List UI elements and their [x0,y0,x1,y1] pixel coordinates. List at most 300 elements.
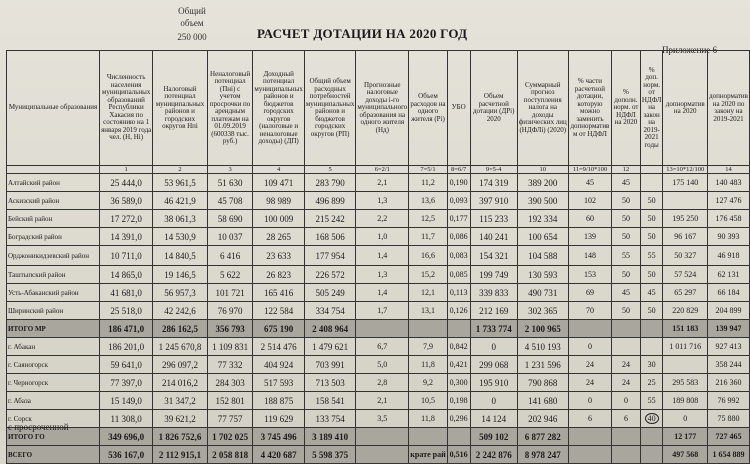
table-cell: 1,4 [356,246,409,266]
table-cell: 349 696,0 [100,428,153,446]
table-cell: 10 711,0 [100,246,153,266]
table-cell: 356 793 [207,320,253,338]
table-cell: 927 413 [708,338,750,356]
table-cell: 0,113 [447,284,470,302]
table-cell: 50 [612,210,641,228]
table-cell: 1 733 774 [470,320,517,338]
table-cell: 14 391,0 [100,228,153,246]
table-cell: 2 514 476 [253,338,304,356]
column-number: 6=2/1 [356,166,409,174]
table-cell: 226 572 [304,266,355,284]
table-cell: 50 [640,192,663,210]
table-cell: 46 421,9 [153,192,208,210]
table-cell: 212 169 [470,302,517,320]
table-cell: 50 [612,228,641,246]
table-cell: 165 416 [253,284,304,302]
table-cell: 189 808 [663,392,708,410]
table-cell: 199 749 [470,266,517,284]
table-cell: 2,1 [356,392,409,410]
table-cell [568,428,611,446]
table-cell: 713 503 [304,374,355,392]
table-row [7,192,750,210]
table-cell: 176 458 [708,210,750,228]
table-cell: 55 [640,392,663,410]
table-cell: 158 541 [304,392,355,410]
table-cell: 2 242 876 [470,446,517,464]
table-cell: 152 801 [207,392,253,410]
table-cell: 50 [612,302,641,320]
table-cell: 0,516 [447,446,470,464]
municipality-name: ИТОГО ГО [7,428,100,446]
municipality-name: Таштыпский район [7,266,100,284]
municipality-name: г. Черногорск [7,374,100,392]
table-cell [640,320,663,338]
table-cell: 0,300 [447,374,470,392]
table-cell: 46 918 [708,246,750,266]
table-cell: 1 654 889 [708,446,750,464]
table-cell: 75 880 [708,410,750,428]
column-number [640,166,663,174]
municipality-name: г. Абакан [7,338,100,356]
column-number: 14 [708,166,750,174]
table-cell [568,320,611,338]
table-cell: 4 420 687 [253,446,304,464]
table-cell: 12,1 [409,284,447,302]
column-header: Налоговый потенциал муниципальных районов и городских округов Нпі [153,51,208,166]
table-cell: 60 [568,210,611,228]
table-cell: 24 [612,374,641,392]
table-cell: 13,1 [409,302,447,320]
table-cell: 23 633 [253,246,304,266]
table-cell [409,320,447,338]
table-cell: 0,083 [447,246,470,266]
table-cell: 0 [568,338,611,356]
table-cell: 3,5 [356,410,409,428]
table-cell: 334 754 [304,302,355,320]
table-cell: 55 [612,246,641,266]
table-cell: 115 233 [470,210,517,228]
table-cell [640,446,663,464]
table-cell: 56 957,3 [153,284,208,302]
circled-value: 40 [645,413,659,424]
table-row [7,174,750,192]
municipality-name: Бейский район [7,210,100,228]
table-cell: 15 149,0 [100,392,153,410]
table-cell: 104 588 [517,246,568,266]
table-cell: 11,8 [409,356,447,374]
table-cell: 109 471 [253,174,304,192]
table-cell [356,446,409,464]
total-row [7,320,750,338]
table-cell: 28 265 [253,228,304,246]
total-row [7,446,750,464]
table-cell: 42 242,6 [153,302,208,320]
column-number: 4 [253,166,304,174]
table-row [7,284,750,302]
table-cell: 302 365 [517,302,568,320]
table-cell: 1 109 831 [207,338,253,356]
table-cell: 77 397,0 [100,374,153,392]
column-header: Неналоговый потенциал (Пні) с учетом просрочки по арендным платежам на 01.09.2019 (600338 тыс. руб.) [207,51,253,166]
table-cell: 188 875 [253,392,304,410]
table-cell: 174 319 [470,174,517,192]
table-cell: 58 690 [207,210,253,228]
table-row [7,392,750,410]
table-cell: 339 833 [470,284,517,302]
table-cell: 1,0 [356,228,409,246]
table-cell: 39 621,2 [153,410,208,428]
table-cell: 10 037 [207,228,253,246]
table-cell: 0,190 [447,174,470,192]
table-cell: 790 868 [517,374,568,392]
table-cell: 3 745 496 [253,428,304,446]
table-cell: 2,1 [356,174,409,192]
table-cell: 216 360 [708,374,750,392]
table-cell [447,320,470,338]
subsidy-table [6,50,750,464]
table-cell: 0,296 [447,410,470,428]
table-cell: 0,086 [447,228,470,246]
table-cell: 0,126 [447,302,470,320]
table-cell: 148 [568,246,611,266]
column-number: 7=5/1 [409,166,447,174]
column-number [7,166,100,174]
table-cell: 0,198 [447,392,470,410]
table-cell: 389 200 [517,174,568,192]
table-row [7,302,750,320]
table-cell: 140 483 [708,174,750,192]
table-cell: 76 970 [207,302,253,320]
table-cell: 1,4 [356,284,409,302]
table-cell: 11,7 [409,228,447,246]
table-cell: 10,5 [409,392,447,410]
column-header: допнорматив на 2020 [663,51,708,166]
column-header: УБО [447,51,470,166]
municipality-name: г. Саяногорск [7,356,100,374]
column-number: 1 [100,166,153,174]
table-cell [663,356,708,374]
table-cell: 50 [640,302,663,320]
municipality-name: Орджоникидзевский район [7,246,100,266]
total-volume-value: 250 000 [177,32,207,42]
table-cell: 2 112 915,1 [153,446,208,464]
table-cell: 496 899 [304,192,355,210]
table-cell: 1 479 621 [304,338,355,356]
table-cell: 509 102 [470,428,517,446]
column-number: 12 [612,166,641,174]
table-cell: 195 250 [663,210,708,228]
table-cell: 153 [568,266,611,284]
municipality-name: Усть-Абаканский район [7,284,100,302]
table-cell: 7,9 [409,338,447,356]
table-row [7,228,750,246]
table-cell: 2 100 965 [517,320,568,338]
table-cell: 0,842 [447,338,470,356]
table-cell: 358 244 [708,356,750,374]
table-cell: 192 334 [517,210,568,228]
table-cell: 1 011 716 [663,338,708,356]
table-cell: 25 [640,374,663,392]
table-cell: 390 500 [517,192,568,210]
column-header: допнорматив на 2020 по закону на 2019-2021 [708,51,750,166]
table-cell: 8 978 247 [517,446,568,464]
table-cell: 5 622 [207,266,253,284]
table-cell: 119 629 [253,410,304,428]
table-cell: 215 242 [304,210,355,228]
table-cell: 204 899 [708,302,750,320]
table-cell: 11,8 [409,410,447,428]
top-label-1: Общий [178,6,206,16]
table-cell: 1 245 670,8 [153,338,208,356]
table-cell: 0 [470,392,517,410]
column-header: % дополн. норм. от НДФЛ на 2020 [612,51,641,166]
table-cell: 14 840,5 [153,246,208,266]
table-cell [640,410,663,428]
table-cell: 11 308,0 [100,410,153,428]
table-cell: 214 016,2 [153,374,208,392]
table-cell: 283 790 [304,174,355,192]
table-cell: 100 009 [253,210,304,228]
top-label-2: объем [180,18,204,28]
table-cell: 50 [640,266,663,284]
table-cell: 90 393 [708,228,750,246]
table-cell: 70 [568,302,611,320]
table-cell: 0,093 [447,192,470,210]
table-cell: 41 681,0 [100,284,153,302]
table-cell: 24 [612,356,641,374]
table-cell: 177 954 [304,246,355,266]
table-cell: 76 992 [708,392,750,410]
footer-note: с просроченной [8,422,69,432]
table-cell: 295 583 [663,374,708,392]
table-cell [640,174,663,192]
table-cell: 57 524 [663,266,708,284]
header-row [7,51,750,166]
column-header: Муниципальные образования [7,51,100,166]
table-cell: 45 [612,174,641,192]
table-cell: 6 [612,410,641,428]
table-cell: 65 297 [663,284,708,302]
table-cell [612,428,641,446]
column-header: Общий объем расходных потребностей муниципальных районов и бюджетов городских округов (РП) [304,51,355,166]
table-cell: 12 177 [663,428,708,446]
table-cell [663,192,708,210]
column-number: 10 [517,166,568,174]
table-cell: 0,177 [447,210,470,228]
table-cell: 122 584 [253,302,304,320]
table-body [7,174,750,464]
table-cell: 127 476 [708,192,750,210]
table-cell: 69 [568,284,611,302]
table-cell: 12,5 [409,210,447,228]
table-cell: 675 190 [253,320,304,338]
table-cell: 6 877 282 [517,428,568,446]
table-cell [612,338,641,356]
table-cell [356,320,409,338]
table-cell: 0 [568,392,611,410]
table-cell: 397 910 [470,192,517,210]
table-cell: 3 189 410 [304,428,355,446]
column-header: Объем расходов на одного жителя (Рі) [409,51,447,166]
table-cell: 59 641,0 [100,356,153,374]
table-cell: 26 823 [253,266,304,284]
table-cell: 175 140 [663,174,708,192]
table-cell: 50 327 [663,246,708,266]
table-row [7,410,750,428]
table-cell [568,446,611,464]
table-cell [640,428,663,446]
table-cell: 102 [568,192,611,210]
table-cell: 17 272,0 [100,210,153,228]
table-cell: 45 [612,284,641,302]
table-cell: 50 [612,192,641,210]
table-cell: 0 [470,338,517,356]
total-row [7,428,750,446]
table-row [7,338,750,356]
table-cell: 53 961,5 [153,174,208,192]
table-cell: 133 754 [304,410,355,428]
table-cell: 6 [568,410,611,428]
column-header: Прогнозные налоговые доходы і-го муниципального образования на одного жителя (Нд) [356,51,409,166]
table-cell: 55 [640,246,663,266]
table-cell: 1,3 [356,192,409,210]
municipality-name: г. Сорск [7,410,100,428]
table-cell: 505 249 [304,284,355,302]
table-cell: 130 593 [517,266,568,284]
municipality-name: Боградский район [7,228,100,246]
table-cell [356,428,409,446]
table-cell: 497 568 [663,446,708,464]
table-cell: 139 947 [708,320,750,338]
table-cell: 296 097,2 [153,356,208,374]
table-cell: 31 347,2 [153,392,208,410]
table-cell: 50 [640,228,663,246]
table-cell: крате рай [409,446,447,464]
table-cell: 14 865,0 [100,266,153,284]
table-cell: 6 416 [207,246,253,266]
table-cell: 0 [612,392,641,410]
table-cell: 168 506 [304,228,355,246]
column-number: 3 [207,166,253,174]
table-cell: 299 068 [470,356,517,374]
table-cell: 6,7 [356,338,409,356]
page-title: РАСЧЕТ ДОТАЦИИ НА 2020 ГОД [257,26,468,41]
table-row [7,356,750,374]
table-cell: 25 518,0 [100,302,153,320]
column-number: 11=9/10*100 [568,166,611,174]
table-cell: 0 [663,410,708,428]
table-cell: 25 444,0 [100,174,153,192]
column-number: 5 [304,166,355,174]
table-cell: 77 757 [207,410,253,428]
table-cell: 14 124 [470,410,517,428]
table-cell: 0,085 [447,266,470,284]
table-cell: 14 530,9 [153,228,208,246]
table-cell [640,338,663,356]
table-cell: 186 201,0 [100,338,153,356]
table-cell: 1 826 752,6 [153,428,208,446]
table-cell: 151 183 [663,320,708,338]
table-cell: 101 721 [207,284,253,302]
table-cell: 45 [640,284,663,302]
table-cell: 77 332 [207,356,253,374]
table-cell: 1,7 [356,302,409,320]
table-cell: 5,0 [356,356,409,374]
table-cell: 140 241 [470,228,517,246]
table-cell: 2,2 [356,210,409,228]
table-cell: 45 [568,174,611,192]
table-row [7,374,750,392]
column-header: Численность населения муниципальных образований Республики Хакасия по состоянию на 1 января 2019 года чел. (Н, Ні) [100,51,153,166]
table-cell: 38 061,3 [153,210,208,228]
table-cell [612,320,641,338]
table-cell: 11,2 [409,174,447,192]
column-header: Объем расчетной дотации (ДРі) 2020 [470,51,517,166]
table-cell: 202 946 [517,410,568,428]
table-cell [612,446,641,464]
table-cell: 36 589,0 [100,192,153,210]
table-cell: 5 598 375 [304,446,355,464]
table-cell: 66 184 [708,284,750,302]
table-cell: 536 167,0 [100,446,153,464]
municipality-name: г. Абаза [7,392,100,410]
table-cell: 16,6 [409,246,447,266]
column-number: 8=6/7 [447,166,470,174]
table-cell: 30 [640,356,663,374]
table-cell: 62 131 [708,266,750,284]
municipality-name: Алтайский район [7,174,100,192]
table-cell: 404 924 [253,356,304,374]
column-header: % доп. норм. от НДФЛ на закон на 2019-2021 годы [640,51,663,166]
table-cell: 517 593 [253,374,304,392]
municipality-name: ИТОГО МР [7,320,100,338]
table-cell: 15,2 [409,266,447,284]
table-cell: 51 630 [207,174,253,192]
column-header: Суммарный прогноз поступления налога на доходы физических лиц (НДФЛі) (2020) [517,51,568,166]
table-cell: 24 [568,356,611,374]
table-cell: 284 303 [207,374,253,392]
table-cell: 50 [612,266,641,284]
table-cell: 4 510 193 [517,338,568,356]
table-cell: 1 231 596 [517,356,568,374]
table-cell: 24 [568,374,611,392]
table-cell: 100 654 [517,228,568,246]
table-cell: 98 989 [253,192,304,210]
column-header: % части расчетной дотации, которую можно заменить допнорматив м от НДФЛ [568,51,611,166]
table-cell: 19 146,5 [153,266,208,284]
table-cell: 2 058 818 [207,446,253,464]
table-cell [447,428,470,446]
column-number: 9=5-4 [470,166,517,174]
table-cell: 703 991 [304,356,355,374]
table-cell: 154 321 [470,246,517,266]
table-row [7,210,750,228]
table-cell: 220 829 [663,302,708,320]
table-cell: 9,2 [409,374,447,392]
table-cell: 195 910 [470,374,517,392]
table-cell: 490 731 [517,284,568,302]
column-number-row [7,166,750,174]
table-cell: 186 471,0 [100,320,153,338]
table-cell: 139 [568,228,611,246]
table-cell: 2 408 964 [304,320,355,338]
table-row [7,266,750,284]
table-cell: 50 [640,210,663,228]
municipality-name: ВСЕГО [7,446,100,464]
municipality-name: Аскизский район [7,192,100,210]
table-cell: 286 162,5 [153,320,208,338]
table-cell [409,428,447,446]
